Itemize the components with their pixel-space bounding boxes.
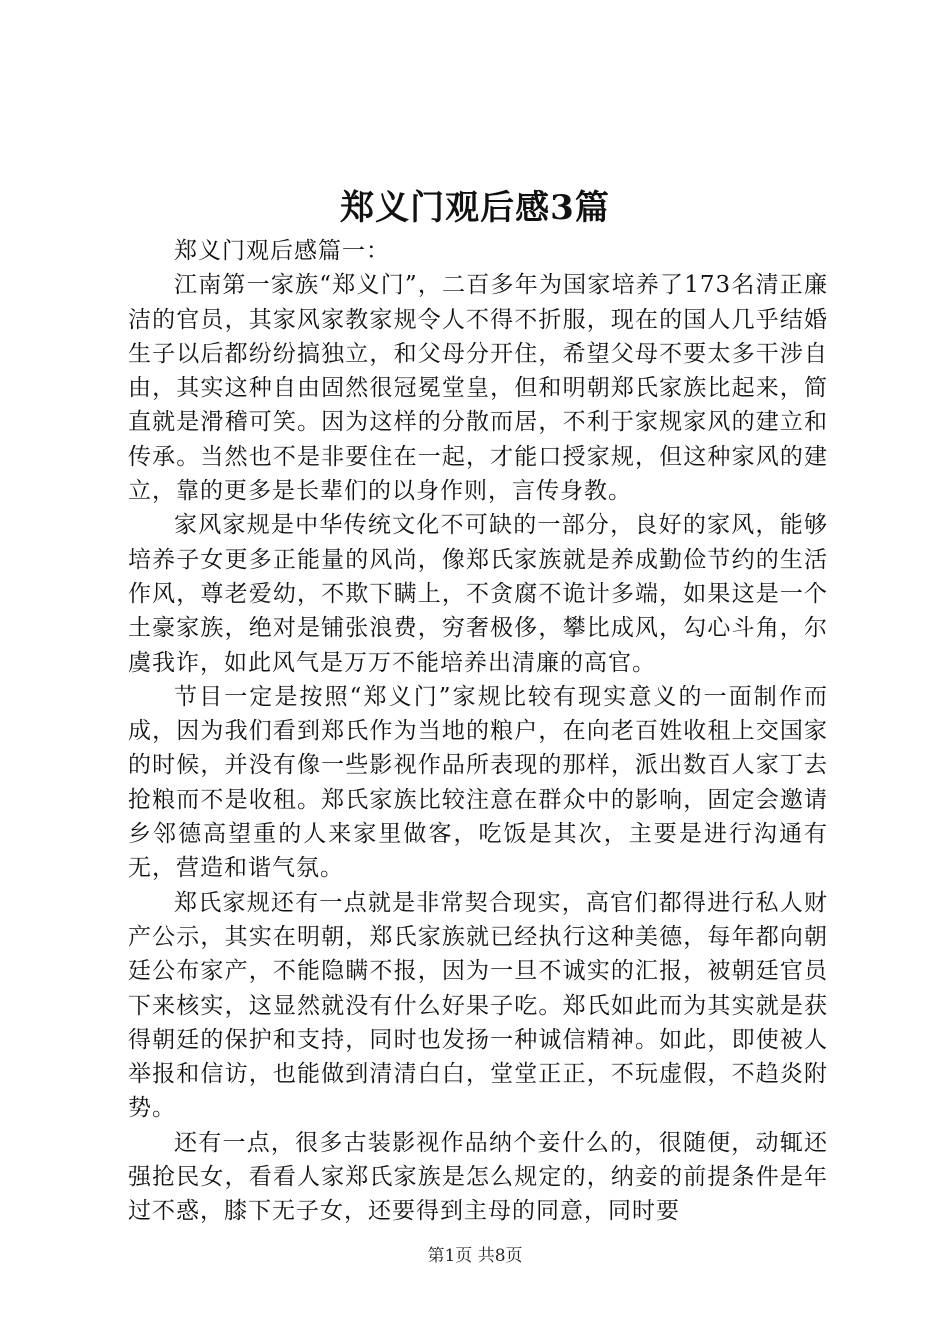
page-footer: 第1页 共8页	[427, 1246, 523, 1266]
paragraph: 郑氏家规还有一点就是非常契合现实，高官们都得进行私人财产公示，其实在明朝，郑氏家族就已经执行这种美德，每年都向朝廷公布家产，不能隐瞒不报，因为一旦不诚实的汇报，被朝廷官员下来核实，这显然就没有什么好果子吃。郑氏如此而为其实就是获得朝廷的保护和支持，同时也发扬一种诚信精神。如此，即使被人举报和信访，也能做到清清白白，堂堂正正，不玩虚假，不趋炎附势。	[128, 889, 828, 1122]
document-body	[128, 234, 828, 1229]
paragraph: 节目一定是按照“郑义门”家规比较有现实意义的一面制作而成，因为我们看到郑氏作为当地的粮户，在向老百姓收租上交国家的时候，并没有像一些影视作品所表现的那样，派出数百人家丁去抢粮而不是收租。郑氏家族比较注意在群众中的影响，固定会邀请乡邻德高望重的人来家里做客，吃饭是其次，主要是进行沟通有无，营造和谐气氛。	[128, 683, 828, 882]
paragraph: 家风家规是中华传统文化不可缺的一部分，良好的家风，能够培养子女更多正能量的风尚，像郑氏家族就是养成勤俭节约的生活作风，尊老爱幼，不欺下瞒上，不贪腐不诡计多端，如果这是一个土豪家族，绝对是铺张浪费，穷奢极侈，攀比成风，勾心斗角，尔虞我诈，如此风气是万万不能培养出清廉的高官。	[128, 512, 828, 676]
paragraph: 还有一点，很多古装影视作品纳个妾什么的，很随便，动辄还强抢民女，看看人家郑氏家族是怎么规定的，纳妾的前提条件是年过不惑，膝下无子女，还要得到主母的同意，同时要	[128, 1129, 828, 1225]
paragraph: 江南第一家族“郑义门”，二百多年为国家培养了173名清正廉洁的官员，其家风家教家规令人不得不折服，现在的国人几乎结婚生子以后都纷纷搞独立，和父母分开住，希望父母不要太多干涉自由，其实这种自由固然很冠冕堂皇，但和明朝郑氏家族比起来，简直就是滑稽可笑。因为这样的分散而居，不利于家规家风的建立和传承。当然也不是非要住在一起，才能口授家规，但这种家风的建立，靠的更多是长辈们的以身作则，言传身教。	[128, 272, 828, 505]
document-title: 郑义门观后感3篇	[340, 188, 610, 228]
section-heading: 郑义门观后感篇一：	[174, 238, 390, 264]
